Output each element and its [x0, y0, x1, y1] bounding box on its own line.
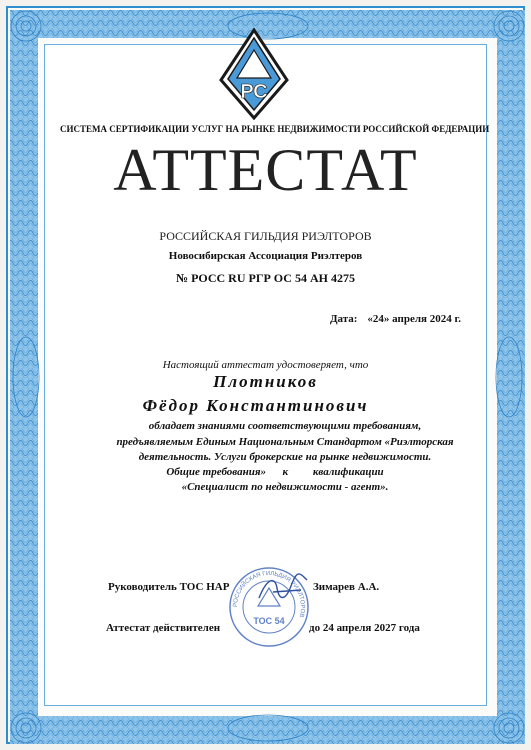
rgr-triangle-logo-icon — [219, 28, 289, 120]
head-name: Зимарев А.А. — [313, 581, 380, 593]
body-line-2: предъявляемым Единым Национальным Стандартом «Риэлторская — [116, 436, 454, 448]
registration-number: № РОСС RU РГР ОС 54 АН 4275 — [176, 271, 355, 285]
validity-label: Аттестат действителен — [106, 622, 221, 634]
validity-date: до 24 апреля 2027 года — [309, 622, 420, 634]
intro-text: Настоящий аттестат удостоверяет, что — [162, 359, 369, 371]
head-label: Руководитель ТОС НАР — [108, 581, 230, 593]
date-value: «24» апреля 2024 г. — [367, 313, 461, 325]
seal-outer-text: РОССИЙСКАЯ ГИЛЬДИЯ РИЭЛТОРОВ — [232, 570, 306, 618]
body-line-3: деятельность. Услуги брокерские на рынке недвижимости. — [138, 451, 432, 463]
holder-given-names: Фёдор Константинович — [142, 396, 369, 415]
certification-system-line: СИСТЕМА СЕРТИФИКАЦИИ УСЛУГ НА РЫНКЕ НЕДВИЖИМОСТИ РОССИЙСКОЙ ФЕДЕРАЦИИ — [60, 124, 490, 134]
association-name: Новосибирская Ассоциация Риэлтеров — [168, 250, 363, 262]
date-label: Дата: — [329, 313, 358, 325]
guild-name: РОССИЙСКАЯ ГИЛЬДИЯ РИЭЛТОРОВ — [159, 229, 372, 243]
signature-icon — [255, 568, 315, 608]
issue-date — [330, 313, 461, 325]
body-line-5: «Специалист по недвижимости - агент». — [181, 481, 389, 493]
body-line-1: обладает знаниями соответствующими требованиям, — [148, 420, 422, 432]
logo-letters: РС — [240, 81, 268, 103]
document-title: АТТЕСТАТ — [113, 137, 418, 203]
seal-center-text: ТОС 54 — [253, 616, 285, 626]
body-line-4: Общие требования» к квалификации — [166, 466, 384, 478]
holder-surname: Плотников — [213, 372, 318, 391]
